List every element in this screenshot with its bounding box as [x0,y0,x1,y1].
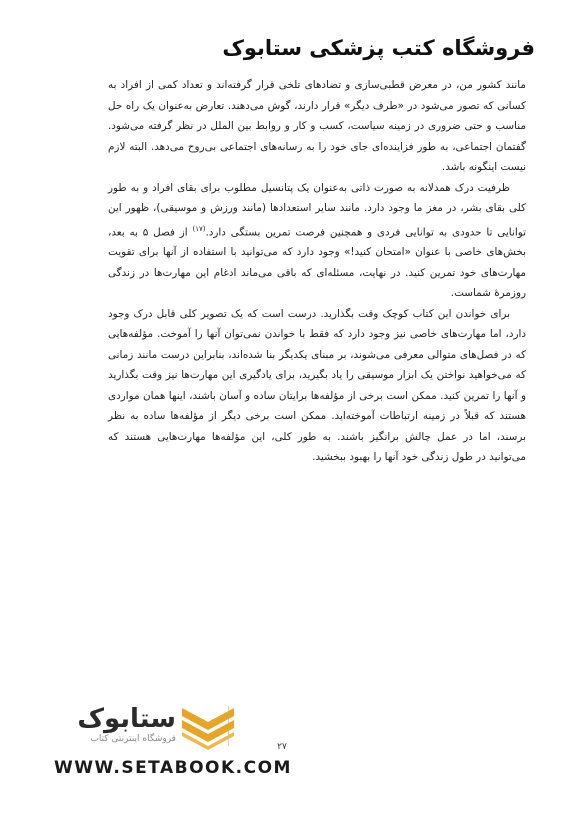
logo-wordmark: ستابوک [77,704,176,734]
paragraph-2-part-1: ظرفیت درک همدلانه به صورت ذاتی به‌عنوان یک پتانسیل مطلوب برای بقای افراد و به طور کلی بقای بشر، در مغز ما وجود دارد. مانند سایر استعدادها (مانند ورزش و موسیقی)، ظهور این توانایی تا حدودی به توانایی فردی و همچنین فرصت تمرین بستگی دارد. [108,181,526,238]
paragraph-1: مانند کشور من، در معرض قطبی‌سازی و تضادهای تلخی قرار گرفته‌اند و تعداد کمی از افراد به کسانی که تصور می‌شود در «طرف دیگر» قرار دارند، گوش می‌دهند. تعارض به‌عنوان یک راه حل مناسب و حتی ضروری در زمینه سیاست، کسب و کار و روابط بین الملل در نظر گرفته می‌شود. گفتمان اجتماعی، به طور فزاینده‌ای جای خود را به رسانه‌های اجتماعی بی‌روح می‌دهد. البته لازم نیست اینگونه باشد. [108,79,526,173]
paragraph-3: برای خواندن این کتاب کوچک وقت بگذارید. درست است که یک تصویر کلی قابل درک وجود دارد، اما مهارت‌های خاصی نیز وجود دارد که فقط با خواندن نمی‌توان آنها را آموخت. مؤلفه‌هایی که در فصل‌های متوالی معرفی می‌شوند، بر مبنای یکدیگر بنا شده‌اند، بنابراین درست مانند زمانی که می‌خواهید نواختن یک ابزار موسیقی را یاد بگیرید، برای یادگیری این مهارت‌ها نیز وقت بگذارید و آنها را تمرین کنید. ممکن است برخی از مؤلفه‌ها برایتان ساده و آسان باشند، اینها همان مواردی هستند که قبلاً در زمینه ارتباطات آموخته‌اید. ممکن است برخی دیگر از مؤلفه‌ها ساده به نظر برسند، اما در عمل چالش برانگیز باشند. به طور کلی، این مؤلفه‌ها مهارت‌هایی هستند که می‌توانید در طول زندگی خود آنها را بهبود ببخشید. [108,307,526,464]
footnote-marker: (۱۷) [192,224,206,233]
website-url: WWW.SETABOOK.COM [54,758,292,778]
logo-tagline: فروشگاه اینترنتی کتاب [90,734,176,744]
setabook-logo [56,702,246,752]
paragraph-2-part-2: از فصل ۵ به بعد، بخش‌های خاصی با عنوان «امتحان کنید!» وجود دارد که می‌توانید با استفاده از آنها برای تقویت مهارت‌های خود تمرین کنید. در نهایت، مسئله‌ای که باقی می‌ماند ادغام این مهارت‌ها در زندگی روزمرهٔ شماست. [108,225,526,300]
page-number: ۲۷ [277,742,287,752]
book-stack-icon [178,702,238,750]
store-title: فروشگاه کتب پزشکی ستابوک [222,36,535,60]
body-text [108,75,526,468]
paragraph-2 [108,178,526,304]
